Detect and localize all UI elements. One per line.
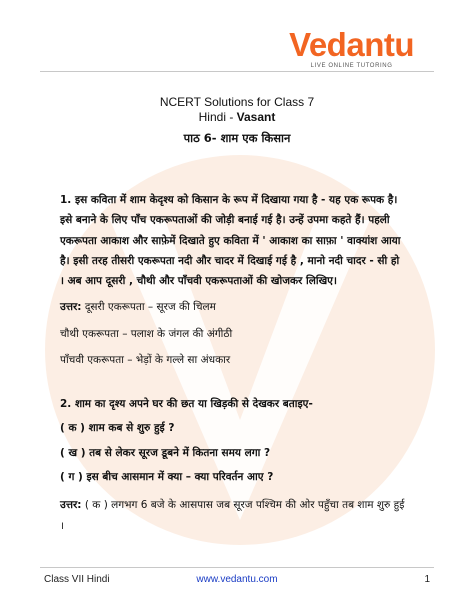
book-name: Vasant: [236, 110, 276, 124]
answer-label: उत्तर:: [60, 499, 82, 511]
question-1-line: एकरूपता आकाश और साफ़ेमें दिखाते हुए कविता में ' आकाश का साफ़ा ' वाक्यांश आया: [60, 235, 401, 247]
answer-1-line: चौथी एकरूपता – पलाश के जंगल की अंगीठी: [60, 328, 233, 340]
question-2-part: ( ग ) इस बीच आसमान में क्या – क्या परिवर्तन आए ?: [60, 471, 274, 483]
logo-tagline: LIVE ONLINE TUTORING: [310, 63, 393, 69]
vedantu-logo: [289, 28, 414, 69]
header-divider: [40, 71, 434, 72]
footer-divider: [40, 567, 434, 568]
answer-2-line: [60, 498, 426, 512]
doc-subtitle: [0, 110, 474, 124]
doc-title: NCERT Solutions for Class 7: [159, 95, 315, 109]
answer-1-line: [60, 300, 426, 314]
page-number: 1: [424, 574, 430, 585]
footer-class-label: Class VII Hindi: [44, 574, 110, 585]
question-1-line: इसे बनाने के लिए पाँच एकरूपताओं की जोड़ी बनाई गई है। उन्हें उपमा कहते हैं। पहली: [60, 214, 390, 226]
answer-2-end: ।: [60, 520, 64, 532]
logo-wordmark: Vedantu: [289, 26, 414, 63]
answer-1-line: पाँचवी एकरूपता – भेड़ों के गल्ले सा अंधकार: [60, 354, 231, 366]
question-1-line: 1. इस कविता में शाम केदृश्य को किसान के रूप में दिखाया गया है - यह एक रूपक है।: [60, 194, 398, 206]
chapter-title: पाठ 6- शाम एक किसान: [183, 131, 291, 145]
question-1-line: है। इसी तरह तीसरी एकरूपता नदी और चादर में दिखाई गई है , मानो नदी चादर - सी हो: [60, 255, 400, 267]
answer-text: ( क ) लगभग 6 बजे के आसपास जब सूरज पश्चिम की ओर पहुँचा तब शाम शुरु हुई: [84, 499, 405, 511]
question-2-intro: 2. शाम का दृश्य अपने घर की छत या खिड़की से देखकर बताइए-: [60, 398, 313, 410]
answer-label: उत्तर:: [60, 301, 82, 313]
answer-text: दूसरी एकरूपता – सूरज की चिलम: [84, 301, 216, 313]
question-2-part: ( क ) शाम कब से शुरु हुई ?: [60, 422, 175, 434]
question-2-part: ( ख ) तब से लेकर सूरज डूबने में कितना समय लगा ?: [60, 447, 271, 459]
subject-prefix: Hindi -: [198, 110, 237, 124]
footer-website-link[interactable]: www.vedantu.com: [196, 574, 278, 585]
question-1-line: । अब आप दूसरी , चौथी और पाँचवी एकरूपताओं की खोजकर लिखिए।: [60, 275, 337, 287]
